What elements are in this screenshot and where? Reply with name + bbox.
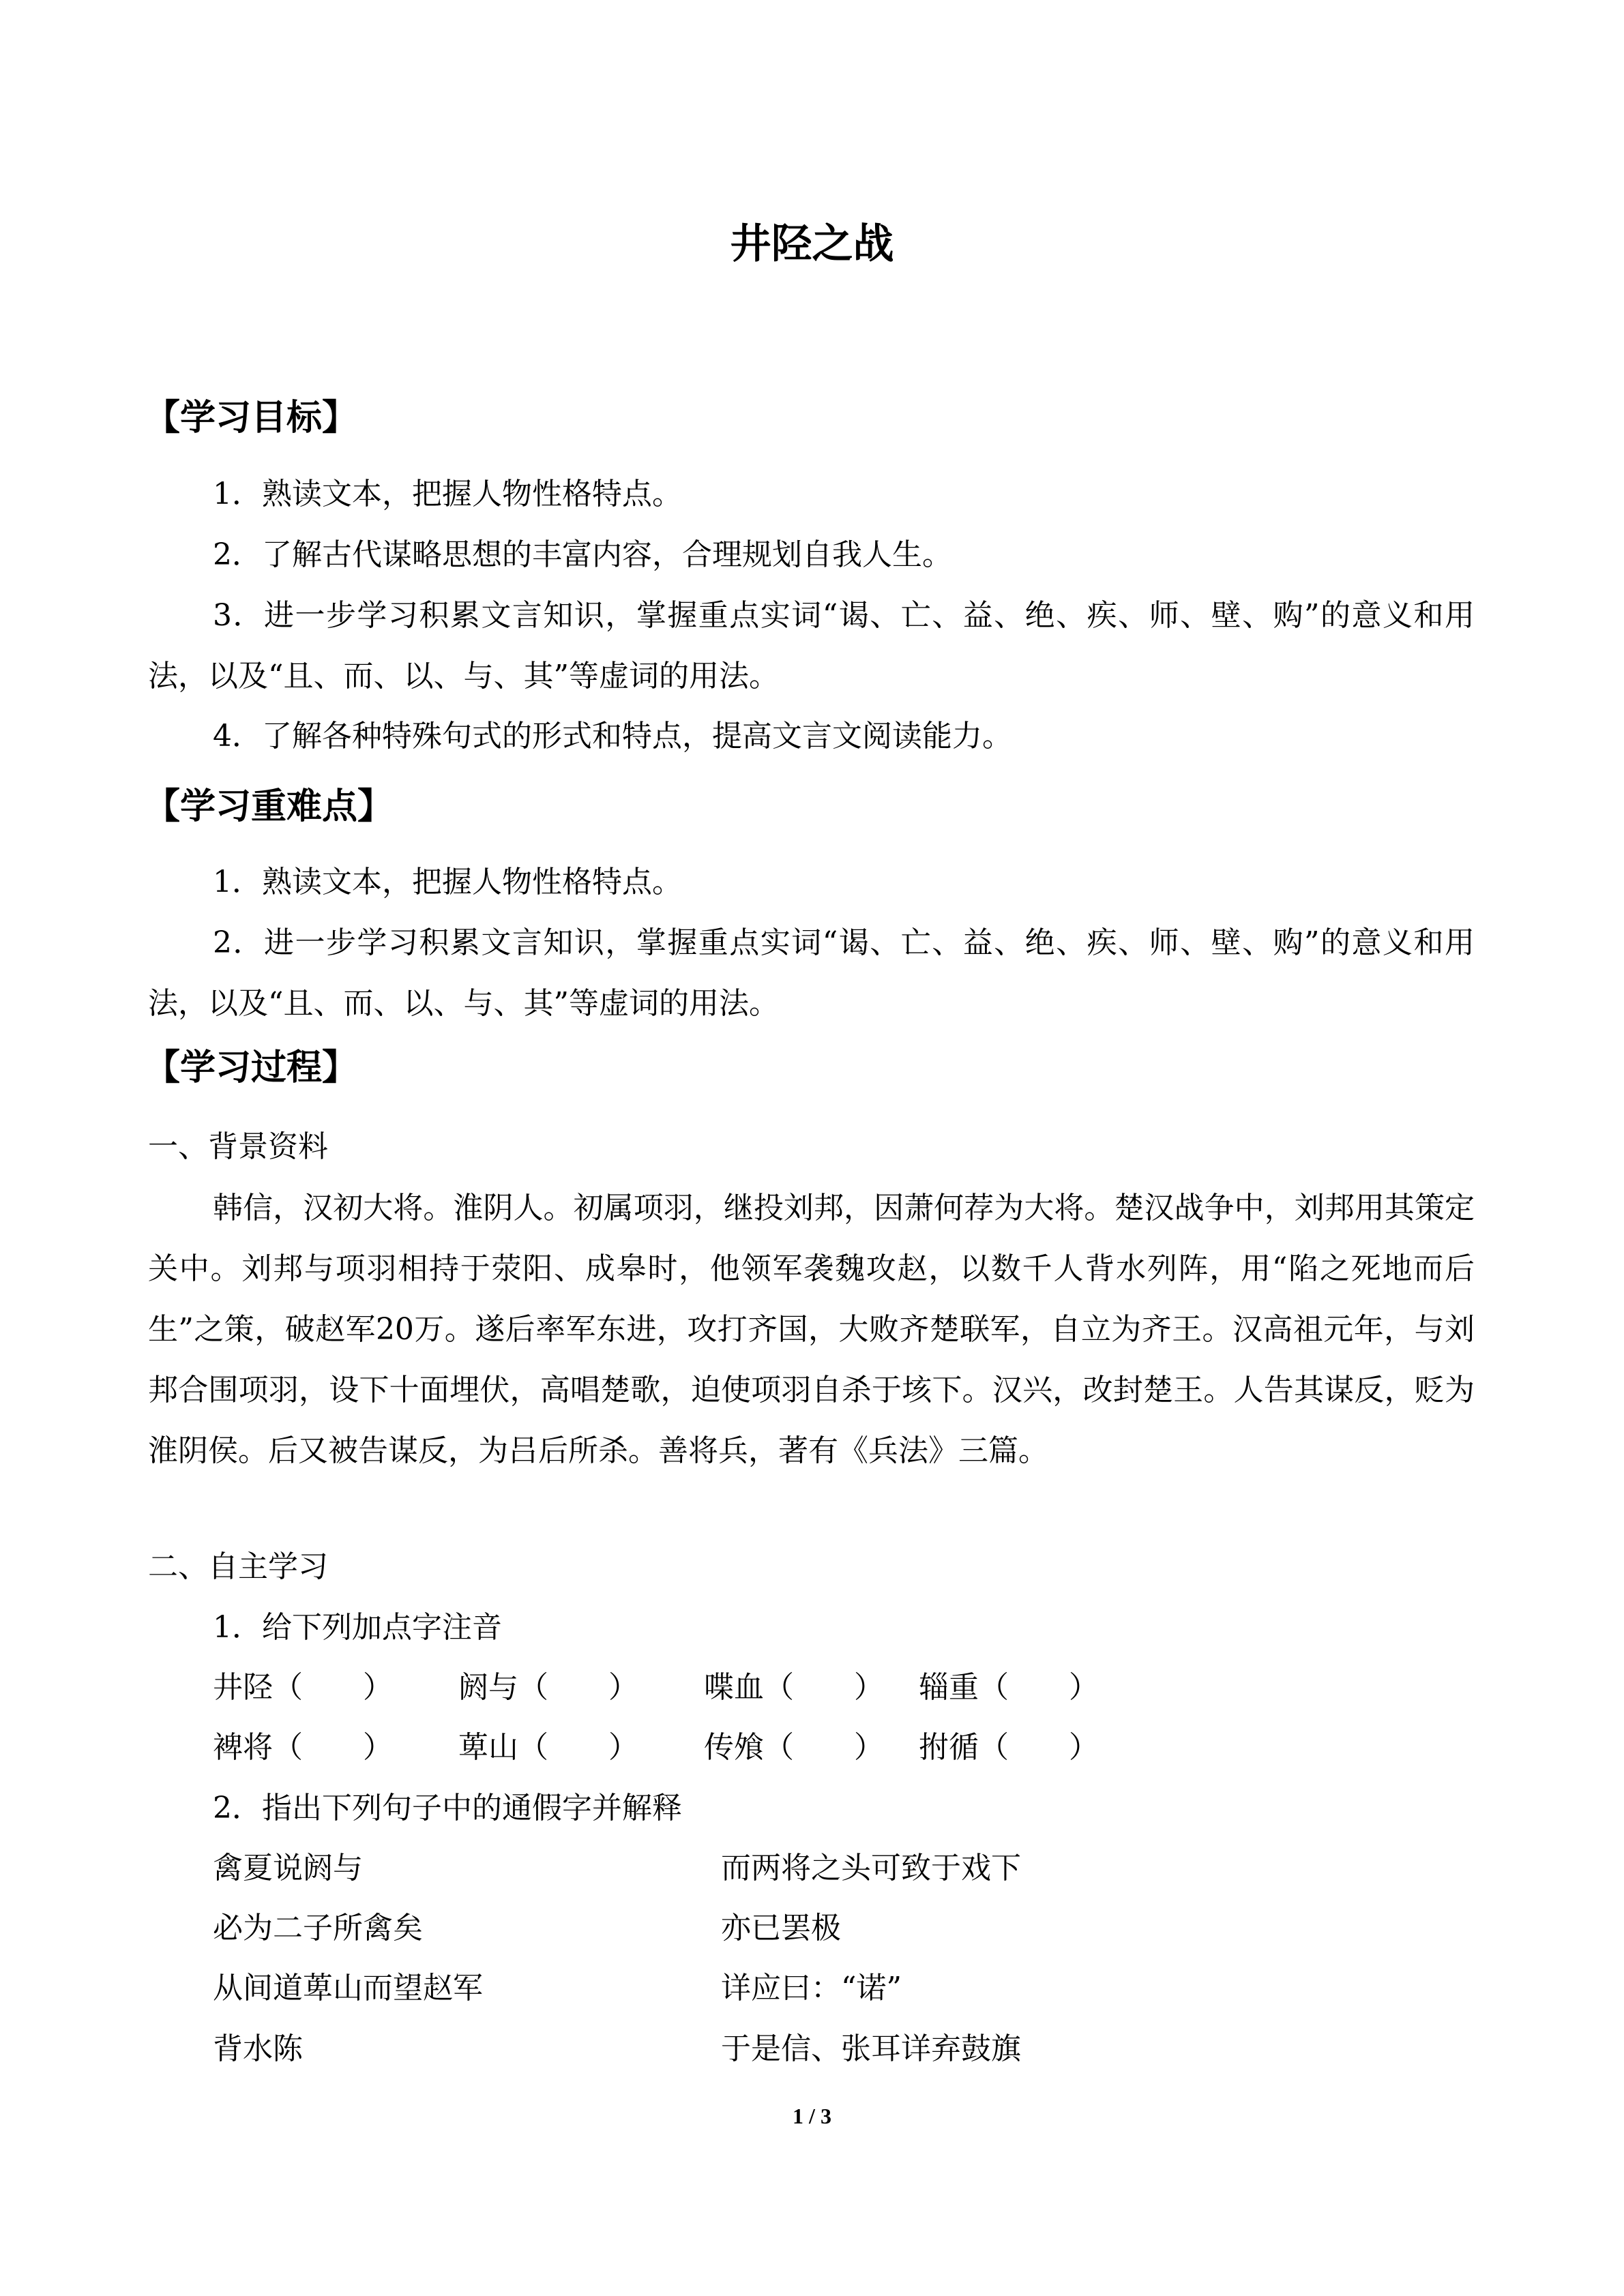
page-number: 1 / 3	[793, 2104, 831, 2128]
question-1-title: 1．给下列加点字注音	[213, 1610, 502, 1645]
tongjia-sentence: 禽夏说阏与	[213, 1851, 363, 1885]
tongjia-sentence: 于是信、张耳详弃鼓旗	[721, 2031, 1021, 2066]
tongjia-sentence: 亦已罢极	[721, 1911, 841, 1945]
tongjia-sentence: 从间道萆山而望赵军	[213, 1971, 483, 2006]
pinyin-item: 喋血（ ）	[704, 1670, 884, 1705]
tongjia-sentence: 背水陈	[213, 2031, 303, 2066]
objective-item-4: 4．了解各种特殊句式的形式和特点，提高文言文阅读能力。	[213, 719, 1012, 754]
pinyin-item: 传飧（ ）	[704, 1730, 884, 1765]
background-paragraph: 韩信，汉初大将。淮阴人。初属项羽，继投刘邦，因萧何荐为大将。楚汉战争中，刘邦用其策定关中。刘邦与项羽相持于荥阳、成皋时，他领军袭魏攻赵，以数千人背水列阵，用“陷之死地而后生”之策，破赵军20万。遂后率军东进，攻打齐国，大败齐楚联军，自立为齐王。汉高祖元年，与刘邦合围项羽，设下十面埋伏，高唱楚歌，迫使项羽自杀于垓下。汉兴，改封楚王。人告其谋反，贬为淮阴侯。后又被告谋反，为吕后所杀。善将兵，著有《兵法》三篇。	[148, 1191, 1475, 1468]
question-2-title: 2．指出下列句子中的通假字并解释	[213, 1791, 682, 1825]
objective-item-2: 2．了解古代谋略思想的丰富内容，合理规划自我人生。	[213, 537, 952, 572]
process-heading: 【学习过程】	[145, 1047, 358, 1088]
pinyin-item: 井陉（ ）	[213, 1670, 393, 1705]
pinyin-item: 辎重（ ）	[919, 1670, 1099, 1705]
tongjia-sentence: 而两将之头可致于戏下	[721, 1851, 1021, 1885]
pinyin-item: 拊循（ ）	[919, 1730, 1099, 1765]
pinyin-item: 阏与（ ）	[458, 1670, 638, 1705]
objectives-heading: 【学习目标】	[145, 398, 358, 438]
background-section-title: 一、背景资料	[148, 1129, 328, 1164]
key-points-heading: 【学习重难点】	[145, 786, 394, 827]
key-point-item-1: 1．熟读文本，把握人物性格特点。	[213, 865, 682, 899]
objective-item-3: 3．进一步学习积累文言知识，掌握重点实词“谒、亡、益、绝、疾、师、壁、购”的意义和用法，以及“且、而、以、与、其”等虚词的用法。	[148, 598, 1475, 694]
page-title: 井陉之战	[730, 220, 894, 268]
pinyin-item: 萆山（ ）	[458, 1730, 638, 1765]
tongjia-sentence: 必为二子所禽矣	[213, 1911, 423, 1945]
key-point-item-2: 2．进一步学习积累文言知识，掌握重点实词“谒、亡、益、绝、疾、师、壁、购”的意义和用法，以及“且、而、以、与、其”等虚词的用法。	[148, 925, 1475, 1021]
objective-item-1: 1．熟读文本，把握人物性格特点。	[213, 477, 682, 511]
self-study-section-title: 二、自主学习	[148, 1549, 328, 1584]
pinyin-item: 裨将（ ）	[213, 1730, 393, 1765]
tongjia-sentence: 详应曰：“诺”	[721, 1971, 902, 2006]
